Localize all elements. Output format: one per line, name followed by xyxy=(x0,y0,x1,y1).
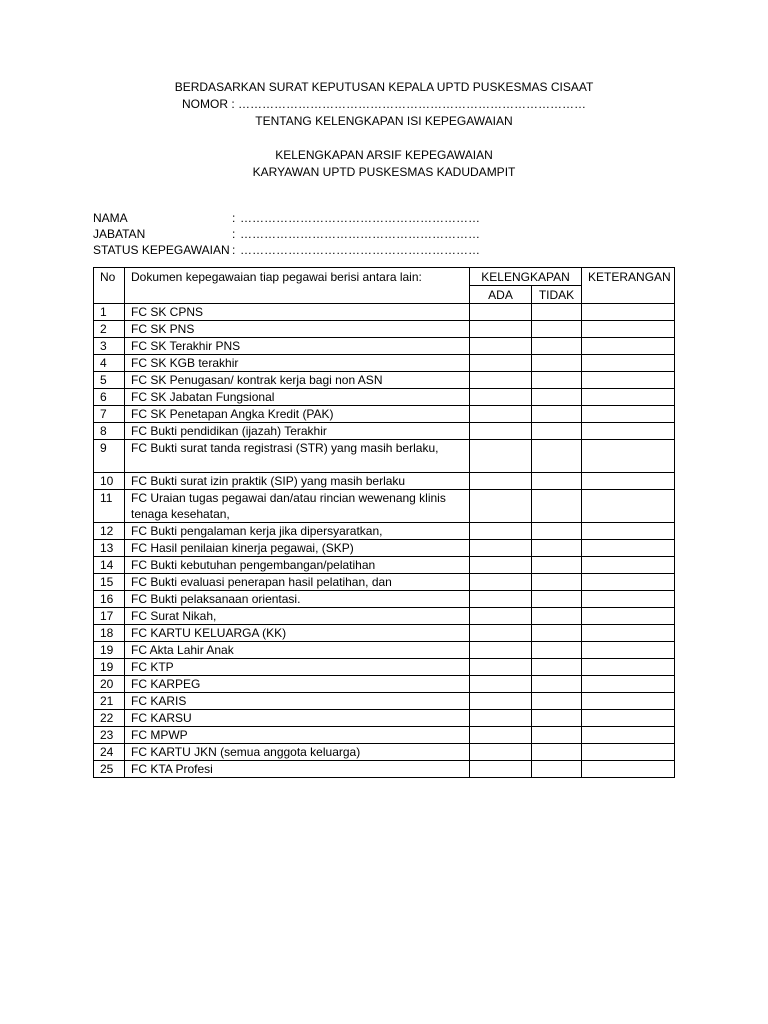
row-no: 16 xyxy=(94,591,125,608)
table-row xyxy=(94,693,675,710)
cell-tidak[interactable] xyxy=(532,523,582,540)
header-line-4: KELENGKAPAN ARSIF KEPEGAWAIAN xyxy=(275,148,493,162)
cell-ada[interactable] xyxy=(470,591,532,608)
cell-tidak[interactable] xyxy=(532,338,582,355)
table-row xyxy=(94,406,675,423)
cell-tidak[interactable] xyxy=(532,591,582,608)
row-no: 13 xyxy=(94,540,125,557)
table-row xyxy=(94,676,675,693)
cell-tidak[interactable] xyxy=(532,625,582,642)
cell-ada[interactable] xyxy=(470,440,532,473)
field-status-kepegawaian xyxy=(93,242,480,258)
table-row xyxy=(94,355,675,372)
row-no: 21 xyxy=(94,693,125,710)
header-ada: ADA xyxy=(470,286,532,304)
row-document: FC SK PNS xyxy=(125,321,470,338)
field-value: …………………………………………………… xyxy=(240,211,480,225)
cell-ada[interactable] xyxy=(470,338,532,355)
cell-ada[interactable] xyxy=(470,574,532,591)
cell-ada[interactable] xyxy=(470,676,532,693)
cell-keterangan[interactable] xyxy=(582,727,675,744)
cell-keterangan[interactable] xyxy=(582,761,675,778)
row-no: 14 xyxy=(94,557,125,574)
cell-ada[interactable] xyxy=(470,625,532,642)
header-line-3: TENTANG KELENGKAPAN ISI KEPEGAWAIAN xyxy=(255,114,513,128)
document-header xyxy=(0,79,768,181)
cell-tidak[interactable] xyxy=(532,676,582,693)
row-no: 22 xyxy=(94,710,125,727)
cell-ada[interactable] xyxy=(470,389,532,406)
row-no: 12 xyxy=(94,523,125,540)
table-row xyxy=(94,727,675,744)
table-row xyxy=(94,642,675,659)
cell-ada[interactable] xyxy=(470,608,532,625)
table-row xyxy=(94,625,675,642)
table-row xyxy=(94,659,675,676)
cell-ada[interactable] xyxy=(470,557,532,574)
row-document: FC Hasil penilaian kinerja pegawai, (SKP) xyxy=(125,540,470,557)
cell-keterangan[interactable] xyxy=(582,625,675,642)
field-jabatan xyxy=(93,226,480,242)
cell-keterangan[interactable] xyxy=(582,710,675,727)
cell-ada[interactable] xyxy=(470,523,532,540)
cell-keterangan[interactable] xyxy=(582,304,675,321)
row-no: 23 xyxy=(94,727,125,744)
row-no: 24 xyxy=(94,744,125,761)
row-document: FC Uraian tugas pegawai dan/atau rincian wewenang klinis tenaga kesehatan, xyxy=(125,490,470,523)
cell-keterangan[interactable] xyxy=(582,440,675,473)
row-no: 25 xyxy=(94,761,125,778)
cell-ada[interactable] xyxy=(470,642,532,659)
cell-keterangan[interactable] xyxy=(582,642,675,659)
field-nama xyxy=(93,210,480,226)
field-separator: : xyxy=(232,243,236,257)
header-kelengkapan: KELENGKAPAN xyxy=(470,268,582,286)
cell-tidak[interactable] xyxy=(532,744,582,761)
row-no: 15 xyxy=(94,574,125,591)
cell-tidak[interactable] xyxy=(532,372,582,389)
row-document: FC KARIS xyxy=(125,693,470,710)
row-document: FC SK Jabatan Fungsional xyxy=(125,389,470,406)
table-row xyxy=(94,540,675,557)
table-row xyxy=(94,591,675,608)
cell-ada[interactable] xyxy=(470,406,532,423)
table-row xyxy=(94,710,675,727)
row-document: FC SK CPNS xyxy=(125,304,470,321)
cell-keterangan[interactable] xyxy=(582,591,675,608)
row-document: FC KARTU KELUARGA (KK) xyxy=(125,625,470,642)
cell-keterangan[interactable] xyxy=(582,744,675,761)
table-row xyxy=(94,321,675,338)
table-row xyxy=(94,557,675,574)
cell-ada[interactable] xyxy=(470,540,532,557)
cell-tidak[interactable] xyxy=(532,761,582,778)
cell-tidak[interactable] xyxy=(532,608,582,625)
row-no: 3 xyxy=(94,338,125,355)
cell-keterangan[interactable] xyxy=(582,557,675,574)
cell-keterangan[interactable] xyxy=(582,372,675,389)
table-row xyxy=(94,423,675,440)
cell-tidak[interactable] xyxy=(532,389,582,406)
cell-tidak[interactable] xyxy=(532,321,582,338)
cell-tidak[interactable] xyxy=(532,727,582,744)
cell-ada[interactable] xyxy=(470,710,532,727)
cell-keterangan[interactable] xyxy=(582,490,675,523)
cell-keterangan[interactable] xyxy=(582,406,675,423)
row-no: 4 xyxy=(94,355,125,372)
cell-tidak[interactable] xyxy=(532,355,582,372)
cell-tidak[interactable] xyxy=(532,659,582,676)
cell-tidak[interactable] xyxy=(532,490,582,523)
field-label: JABATAN xyxy=(93,227,146,241)
table-row xyxy=(94,761,675,778)
cell-tidak[interactable] xyxy=(532,540,582,557)
cell-keterangan[interactable] xyxy=(582,540,675,557)
table-row xyxy=(94,304,675,321)
cell-tidak[interactable] xyxy=(532,693,582,710)
cell-keterangan[interactable] xyxy=(582,693,675,710)
row-document: FC Bukti kebutuhan pengembangan/pelatihan xyxy=(125,557,470,574)
header-line-2: NOMOR : …………………………………………………………………………… xyxy=(182,97,586,111)
header-tidak: TIDAK xyxy=(532,286,582,304)
row-document: FC Bukti pelaksanaan orientasi. xyxy=(125,591,470,608)
table-row xyxy=(94,372,675,389)
header-spacer xyxy=(0,130,768,147)
cell-tidak[interactable] xyxy=(532,473,582,490)
cell-keterangan[interactable] xyxy=(582,676,675,693)
cell-keterangan[interactable] xyxy=(582,389,675,406)
field-value: …………………………………………………… xyxy=(240,243,480,257)
row-no: 20 xyxy=(94,676,125,693)
cell-ada[interactable] xyxy=(470,372,532,389)
row-no: 9 xyxy=(94,440,125,473)
header-line-5: KARYAWAN UPTD PUSKESMAS KADUDAMPIT xyxy=(252,165,516,179)
row-no: 19 xyxy=(94,659,125,676)
row-no: 17 xyxy=(94,608,125,625)
row-document: FC KARSU xyxy=(125,710,470,727)
cell-tidak[interactable] xyxy=(532,304,582,321)
table-row xyxy=(94,338,675,355)
cell-tidak[interactable] xyxy=(532,406,582,423)
row-no: 19 xyxy=(94,642,125,659)
row-no: 10 xyxy=(94,473,125,490)
table-row xyxy=(94,490,675,523)
table-header-row xyxy=(94,268,675,286)
row-no: 8 xyxy=(94,423,125,440)
row-document: FC Bukti pendidikan (ijazah) Terakhir xyxy=(125,423,470,440)
row-no: 11 xyxy=(94,490,125,523)
table-row xyxy=(94,523,675,540)
row-document: FC SK Terakhir PNS xyxy=(125,338,470,355)
row-document: FC Bukti pengalaman kerja jika dipersyaratkan, xyxy=(125,523,470,540)
cell-keterangan[interactable] xyxy=(582,338,675,355)
row-document: FC SK Penetapan Angka Kredit (PAK) xyxy=(125,406,470,423)
row-document: FC KTA Profesi xyxy=(125,761,470,778)
cell-keterangan[interactable] xyxy=(582,523,675,540)
cell-keterangan[interactable] xyxy=(582,355,675,372)
row-no: 6 xyxy=(94,389,125,406)
table-row xyxy=(94,608,675,625)
field-label: NAMA xyxy=(93,211,128,225)
cell-ada[interactable] xyxy=(470,659,532,676)
cell-tidak[interactable] xyxy=(532,710,582,727)
field-label: STATUS KEPEGAWAIAN xyxy=(93,243,230,257)
cell-tidak[interactable] xyxy=(532,574,582,591)
header-no: No xyxy=(94,268,125,304)
field-separator: : xyxy=(232,227,236,241)
cell-ada[interactable] xyxy=(470,321,532,338)
table-row xyxy=(94,440,675,473)
document-checklist-table xyxy=(93,267,675,778)
row-no: 18 xyxy=(94,625,125,642)
cell-tidak[interactable] xyxy=(532,557,582,574)
row-document: FC Akta Lahir Anak xyxy=(125,642,470,659)
cell-ada[interactable] xyxy=(470,423,532,440)
cell-keterangan[interactable] xyxy=(582,423,675,440)
table-row xyxy=(94,473,675,490)
row-document: FC KARPEG xyxy=(125,676,470,693)
header-keterangan: KETERANGAN xyxy=(582,268,675,304)
row-document: FC MPWP xyxy=(125,727,470,744)
cell-tidak[interactable] xyxy=(532,440,582,473)
cell-tidak[interactable] xyxy=(532,423,582,440)
row-document: FC KARTU JKN (semua anggota keluarga) xyxy=(125,744,470,761)
cell-ada[interactable] xyxy=(470,693,532,710)
cell-keterangan[interactable] xyxy=(582,574,675,591)
row-document: FC SK KGB terakhir xyxy=(125,355,470,372)
cell-ada[interactable] xyxy=(470,490,532,523)
row-document: FC Bukti surat izin praktik (SIP) yang masih berlaku xyxy=(125,473,470,490)
row-no: 2 xyxy=(94,321,125,338)
cell-ada[interactable] xyxy=(470,761,532,778)
row-no: 1 xyxy=(94,304,125,321)
row-document: FC KTP xyxy=(125,659,470,676)
cell-tidak[interactable] xyxy=(532,642,582,659)
table-row xyxy=(94,389,675,406)
row-document: FC SK Penugasan/ kontrak kerja bagi non ASN xyxy=(125,372,470,389)
row-document: FC Bukti evaluasi penerapan hasil pelatihan, dan xyxy=(125,574,470,591)
identity-fields xyxy=(93,210,480,258)
row-no: 5 xyxy=(94,372,125,389)
cell-ada[interactable] xyxy=(470,473,532,490)
table-row xyxy=(94,744,675,761)
cell-keterangan[interactable] xyxy=(582,473,675,490)
row-no: 7 xyxy=(94,406,125,423)
field-value: …………………………………………………… xyxy=(240,227,480,241)
cell-ada[interactable] xyxy=(470,727,532,744)
cell-keterangan[interactable] xyxy=(582,659,675,676)
header-line-1: BERDASARKAN SURAT KEPUTUSAN KEPALA UPTD PUSKESMAS CISAAT xyxy=(174,80,594,94)
cell-keterangan[interactable] xyxy=(582,321,675,338)
table-row xyxy=(94,574,675,591)
cell-keterangan[interactable] xyxy=(582,608,675,625)
row-document: FC Bukti surat tanda registrasi (STR) yang masih berlaku, xyxy=(125,440,470,473)
header-dokumen: Dokumen kepegawaian tiap pegawai berisi antara lain: xyxy=(125,268,470,304)
row-document: FC Surat Nikah, xyxy=(125,608,470,625)
cell-ada[interactable] xyxy=(470,355,532,372)
cell-ada[interactable] xyxy=(470,304,532,321)
field-separator: : xyxy=(232,211,236,225)
cell-ada[interactable] xyxy=(470,744,532,761)
